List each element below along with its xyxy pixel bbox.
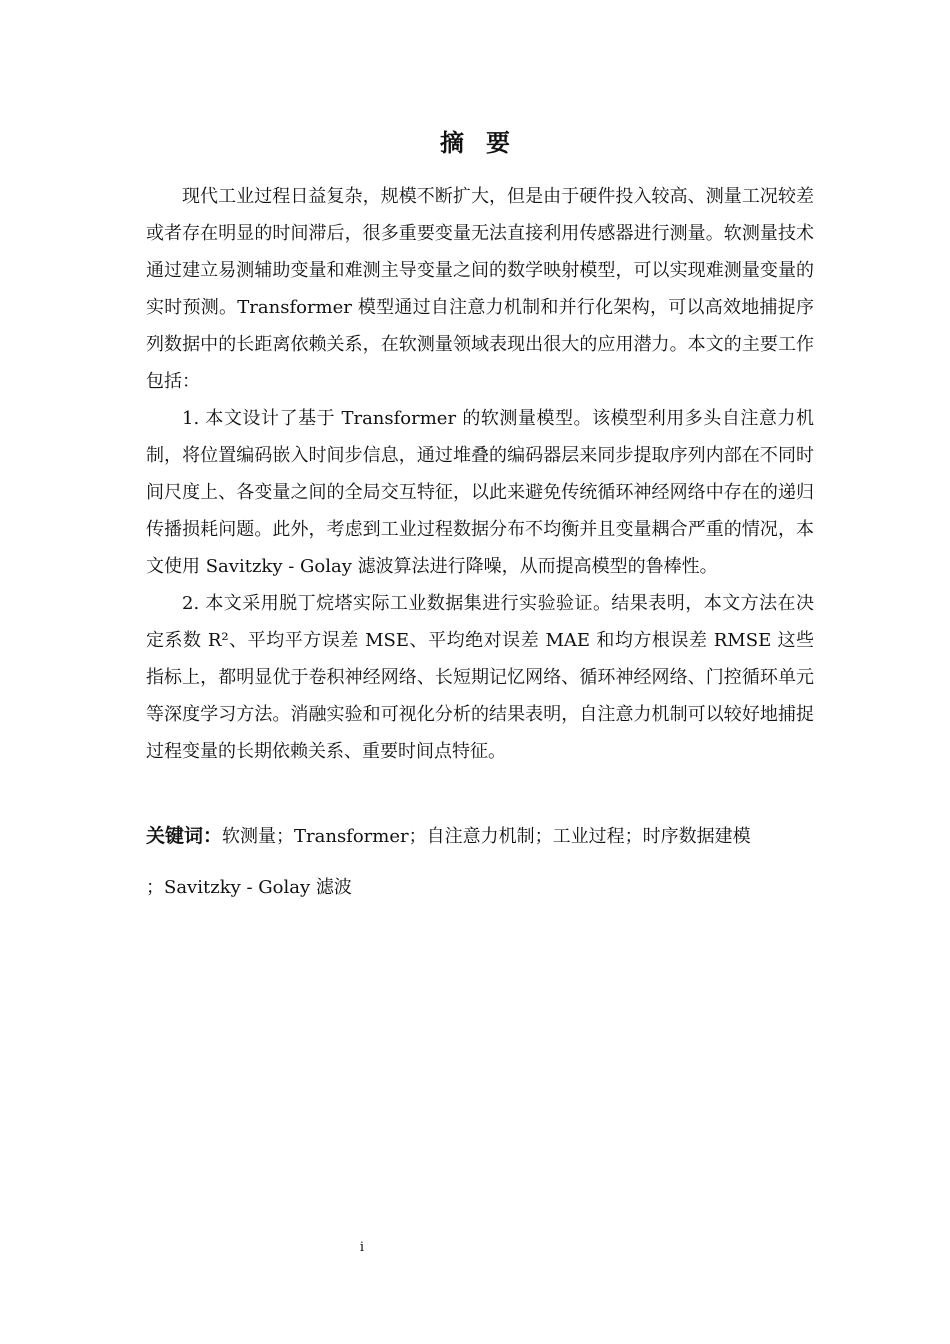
- abstract-title-char-1: 摘: [440, 129, 464, 157]
- abstract-paragraph-contribution-1: 1. 本文设计了基于 Transformer 的软测量模型。该模型利用多头自注意力机制，将位置编码嵌入时间步信息，通过堆叠的编码器层来同步提取序列内部在不同时间尺度上、各变量之间的全局交互特征，以此来避免传统循环神经网络中存在的递归传播损耗问题。此外，考虑到工业过程数据分布不均衡并且变量耦合严重的情况，本文使用 Savitzky - Golay 滤波算法进行降噪，从而提高模型的鲁棒性。: [146, 408, 814, 577]
- page-number: i: [359, 1240, 365, 1255]
- abstract-paragraph-intro: 现代工业过程日益复杂，规模不断扩大，但是由于硬件投入较高、测量工况较差或者存在明显的时间滞后，很多重要变量无法直接利用传感器进行测量。软测量技术通过建立易测辅助变量和难测主导变量之间的数学映射模型，可以实现难测量变量的实时预测。Transformer 模型通过自注意力机制和并行化架构，可以高效地捕捉序列数据中的长距离依赖关系，在软测量领域表现出很大的应用潜力。本文的主要工作包括：: [146, 186, 814, 392]
- keywords-line-1: 软测量；Transformer；自注意力机制；工业过程；时序数据建模: [222, 826, 751, 847]
- keywords-line-2: ；Savitzky - Golay 滤波: [146, 877, 352, 898]
- abstract-title: [0, 126, 950, 160]
- abstract-paragraph-contribution-2: 2. 本文采用脱丁烷塔实际工业数据集进行实验验证。结果表明，本文方法在决定系数 R²、平均平方误差 MSE、平均绝对误差 MAE 和均方根误差 RMSE 这些指标上，都明显优于卷积神经网络、长短期记忆网络、循环神经网络、门控循环单元等深度学习方法。消融实验和可视化分析的结果表明，自注意力机制可以较好地捕捉过程变量的长期依赖关系、重要时间点特征。: [146, 593, 814, 762]
- abstract-body: [146, 178, 814, 770]
- abstract-title-char-2: 要: [486, 129, 510, 157]
- keywords-block: [146, 818, 814, 906]
- keywords-label: 关键词：: [146, 825, 223, 847]
